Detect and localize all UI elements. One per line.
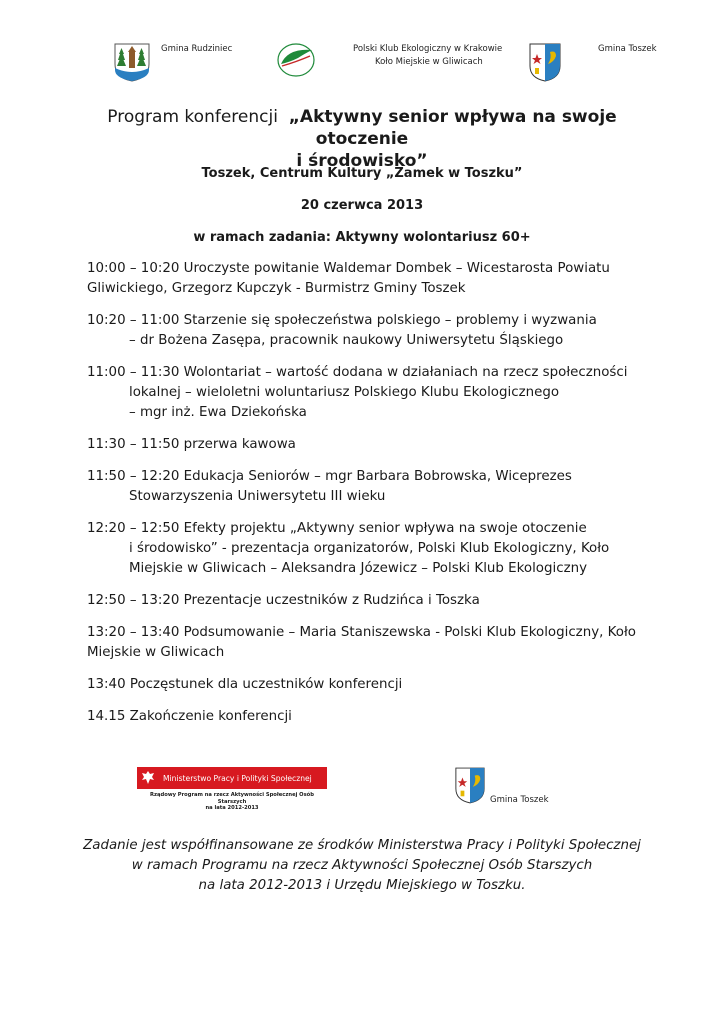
program-item bbox=[87, 623, 647, 663]
program-line: Stowarzyszenia Uniwersytetu III wieku bbox=[129, 489, 386, 504]
program-line: 14.15 Zakończenie konferencji bbox=[87, 709, 292, 724]
program-line: 10:00 – 10:20 Uroczyste powitanie Waldemar Dombek – Wicestarosta Powiatu bbox=[87, 261, 610, 276]
polish-eagle-icon bbox=[137, 767, 159, 789]
program-item bbox=[87, 707, 647, 727]
ministry-sub1: Rządowy Program na rzecz Aktywności Społecznej Osób Starszych bbox=[150, 792, 314, 805]
funding-line2: w ramach Programu na rzecz Aktywności Społecznej Osób Starszych bbox=[131, 858, 593, 873]
program-item bbox=[87, 519, 647, 579]
funding-line1: Zadanie jest współfinansowane ze środków Ministerstwa Pracy i Polityki Społecznej bbox=[83, 838, 641, 853]
program-line: 11:00 – 11:30 Wolontariat – wartość dodana w działaniach na rzecz społeczności bbox=[87, 365, 628, 380]
rudziniec-crest-logo bbox=[113, 42, 151, 82]
program-line: – dr Bożena Zasępa, pracownik naukowy Uniwersytetu Śląskiego bbox=[129, 333, 564, 348]
header-center-line2: Koło Miejskie w Gliwicach bbox=[375, 57, 483, 67]
program-item bbox=[87, 363, 647, 423]
venue: Toszek, Centrum Kultury „Zamek w Toszku” bbox=[201, 166, 523, 181]
header-center-line1: Polski Klub Ekologiczny w Krakowie bbox=[353, 44, 503, 54]
footer-logos bbox=[0, 762, 724, 812]
ministry-label: Ministerstwo Pracy i Polityki Społecznej bbox=[163, 773, 312, 783]
program-line: 12:20 – 12:50 Efekty projektu „Aktywny senior wpływa na swoje otoczenie bbox=[87, 521, 587, 536]
program-line: 13:40 Poczęstunek dla uczestników konferencji bbox=[87, 677, 403, 692]
program-line: 11:50 – 12:20 Edukacja Seniorów – mgr Barbara Bobrowska, Wiceprezes bbox=[87, 469, 572, 484]
program-line: i środowisko” - prezentacja organizatorów, Polski Klub Ekologiczny, Koło bbox=[129, 541, 610, 556]
program-item bbox=[87, 311, 647, 351]
program-line: lokalnej – wieloletni woluntariusz Polskiego Klubu Ekologicznego bbox=[129, 385, 560, 400]
program-line: 10:20 – 11:00 Starzenie się społeczeństwa polskiego – problemy i wyzwania bbox=[87, 313, 597, 328]
program-list bbox=[87, 259, 647, 739]
program-item bbox=[87, 259, 647, 299]
program-line: – mgr inż. Ewa Dziekońska bbox=[129, 405, 307, 420]
toszek-crest-logo bbox=[528, 42, 562, 82]
header bbox=[0, 38, 724, 88]
program-item bbox=[87, 467, 647, 507]
program-item bbox=[87, 675, 647, 695]
title-prefix: Program konferencji bbox=[107, 107, 278, 127]
conference-title bbox=[60, 106, 664, 172]
ministry-logo bbox=[137, 767, 327, 811]
program-line: 13:20 – 13:40 Podsumowanie – Maria Staniszewska - Polski Klub Ekologiczny, Koło bbox=[87, 625, 636, 640]
pke-leaf-logo bbox=[276, 42, 316, 78]
conference-date: 20 czerwca 2013 bbox=[300, 198, 424, 213]
toszek-crest-footer-logo bbox=[454, 766, 486, 804]
program-line: Miejskie w Gliwicach bbox=[87, 645, 225, 660]
ministry-sub2: na lata 2012-2013 bbox=[205, 805, 259, 811]
program-item bbox=[87, 591, 647, 611]
title-main-line1: „Aktywny senior wpływa na swoje otoczenie bbox=[288, 107, 617, 149]
program-line: 11:30 – 11:50 przerwa kawowa bbox=[87, 437, 296, 452]
task-name: w ramach zadania: Aktywny wolontariusz 60+ bbox=[193, 230, 531, 245]
header-right-label: Gmina Toszek bbox=[598, 44, 657, 54]
funding-line3: na lata 2012-2013 i Urzędu Miejskiego w Toszku. bbox=[198, 878, 526, 893]
title-main-line2: i środowisko” bbox=[296, 151, 428, 171]
header-left-label: Gmina Rudziniec bbox=[161, 44, 233, 54]
program-line: Gliwickiego, Grzegorz Kupczyk - Burmistrz Gminy Toszek bbox=[87, 281, 466, 296]
funding-note bbox=[60, 836, 664, 896]
program-line: 12:50 – 13:20 Prezentacje uczestników z Rudzińca i Toszka bbox=[87, 593, 480, 608]
program-item bbox=[87, 435, 647, 455]
toszek-footer-label: Gmina Toszek bbox=[490, 795, 549, 805]
program-line: Miejskie w Gliwicach – Aleksandra Józewicz – Polski Klub Ekologiczny bbox=[129, 561, 588, 576]
